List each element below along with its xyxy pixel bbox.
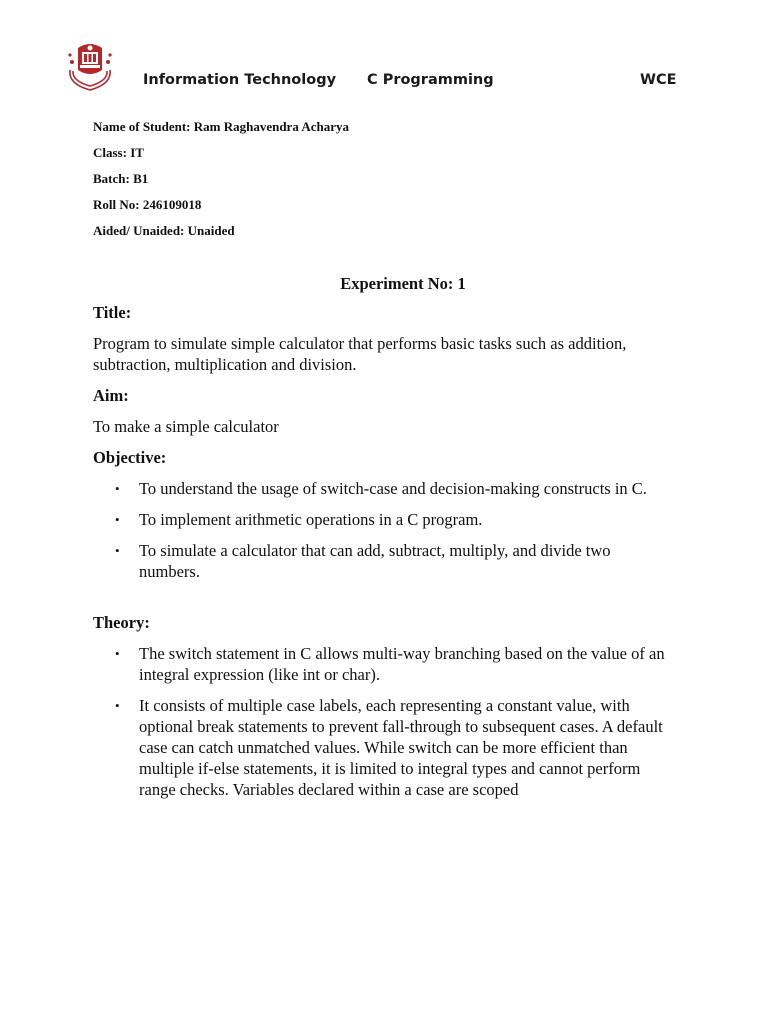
theory-text: The switch statement in C allows multi-way branching based on the value of an integral expression (like int or char). (139, 644, 665, 684)
objective-list (93, 478, 683, 582)
bullet-icon: • (115, 543, 120, 558)
objective-heading: Objective: (93, 448, 167, 467)
aim-heading: Aim: (93, 386, 129, 405)
header-department: Information Technology (143, 72, 337, 88)
page-header (62, 40, 702, 96)
experiment-number: Experiment No: 1 (340, 274, 466, 293)
bullet-icon: • (115, 512, 120, 527)
objective-text: To implement arithmetic operations in a C program. (139, 510, 483, 529)
title-heading: Title: (93, 303, 132, 322)
aim-text: To make a simple calculator (93, 417, 279, 436)
student-details (93, 118, 349, 248)
experiment-body (93, 273, 683, 810)
list-item (93, 509, 683, 530)
theory-list (93, 643, 683, 800)
student-aided-status: Aided/ Unaided: Unaided (93, 223, 235, 238)
bullet-icon: • (115, 481, 120, 496)
list-item (93, 643, 683, 685)
section-spacer (93, 592, 683, 612)
header-course: C Programming (367, 72, 494, 88)
list-item (93, 478, 683, 499)
bullet-icon: • (115, 646, 120, 661)
student-batch: Batch: B1 (93, 171, 149, 186)
bullet-icon: • (115, 698, 120, 713)
theory-text: It consists of multiple case labels, each representing a constant value, with optional break statements to prevent fall-through to subsequent cases. A default case can catch unmatched values. While switch can be more efficient than multiple if-else statements, it is limited to integral types and cannot perform range checks. Variables declared within a case are scoped (139, 696, 663, 799)
objective-text: To simulate a calculator that can add, subtract, multiply, and divide two numbers. (139, 541, 611, 581)
title-text: Program to simulate simple calculator that performs basic tasks such as addition, subtraction, multiplication and division. (93, 334, 627, 374)
list-item (93, 695, 683, 800)
objective-text: To understand the usage of switch-case and decision-making constructs in C. (139, 479, 647, 498)
student-name: Name of Student: Ram Raghavendra Acharya (93, 119, 350, 134)
list-item (93, 540, 683, 582)
student-roll-no: Roll No: 246109018 (93, 197, 202, 212)
header-institute: WCE (640, 72, 677, 88)
student-class: Class: IT (93, 145, 144, 160)
college-crest-icon (64, 40, 116, 92)
theory-heading: Theory: (93, 613, 150, 632)
